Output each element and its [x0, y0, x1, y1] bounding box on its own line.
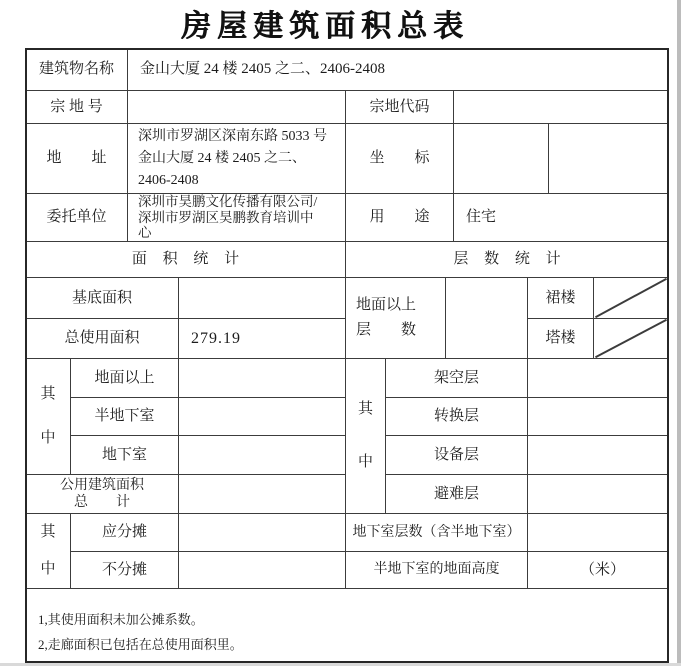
address-line-3: 2406-2408	[138, 172, 199, 188]
building-name-value: 金山大厦 24 楼 2405 之二、2406-2408	[127, 48, 669, 91]
floor-statistics-header: 层 数 统 计	[345, 241, 669, 278]
podium-slash-cell	[593, 277, 669, 319]
base-area-value	[178, 277, 346, 319]
client-line-2: 深圳市罗湖区昊鹏教育培训中	[138, 209, 314, 225]
refuge-floor-label: 避难层	[385, 474, 528, 514]
basement-floors-value	[527, 513, 669, 552]
coordinates-label: 坐 标	[345, 123, 454, 194]
floors-above-label-line-1: 地面以上	[356, 297, 417, 313]
semi-basement-label: 半地下室	[70, 397, 179, 436]
building-name-label: 建筑物名称	[25, 48, 128, 91]
total-usable-area-label: 总使用面积	[25, 318, 179, 359]
note-1: 1,其使用面积未加公摊系数。	[38, 612, 204, 627]
transfer-floor-value	[527, 397, 669, 436]
qi-char: 其	[40, 524, 56, 540]
equipment-floor-value	[527, 435, 669, 475]
equipment-floor-label: 设备层	[385, 435, 528, 475]
tower-label: 塔楼	[527, 318, 594, 359]
public-area-total-label	[25, 474, 179, 514]
not-shared-apportion-value	[178, 551, 346, 589]
page-title: 房屋建筑面积总表	[181, 10, 469, 43]
apportion-group-label	[25, 513, 71, 589]
tower-slash-cell	[593, 318, 669, 359]
coordinates-value-1	[453, 123, 549, 194]
note-2: 2,走廊面积已包括在总使用面积里。	[38, 637, 243, 652]
refuge-floor-value	[527, 474, 669, 514]
qi-char: 其	[357, 401, 373, 418]
qi-char: 其	[40, 386, 56, 403]
area-statistics-header: 面 积 统 计	[25, 241, 346, 278]
zhong-char: 中	[357, 454, 373, 471]
shared-apportion-label: 应分摊	[70, 513, 179, 552]
client-label: 委托单位	[25, 193, 128, 242]
floor-breakdown-group-label	[345, 358, 386, 514]
floors-above-label-line-2: 层 数	[356, 322, 417, 338]
address-label: 地 址	[25, 123, 128, 194]
transfer-floor-label: 转换层	[385, 397, 528, 436]
notes-section	[25, 588, 669, 663]
stilt-floor-label: 架空层	[385, 358, 528, 398]
address-value	[127, 123, 346, 194]
zhong-char: 中	[40, 429, 56, 446]
public-area-total-value	[178, 474, 346, 514]
coordinates-value-2	[548, 123, 669, 194]
basement-value	[178, 435, 346, 475]
client-value	[127, 193, 346, 242]
semi-basement-value	[178, 397, 346, 436]
semi-basement-height-label: 半地下室的地面高度	[345, 551, 528, 589]
parcel-no-label: 宗 地 号	[25, 90, 128, 124]
client-line-1: 深圳市昊鹏文化传播有限公司/	[138, 194, 318, 210]
basement-floors-label: 地下室层数（含半地下室）	[345, 513, 528, 552]
address-line-2: 金山大厦 24 楼 2405 之二、	[138, 150, 306, 166]
zhong-char: 中	[40, 561, 56, 578]
semi-basement-height-unit: （米）	[527, 551, 669, 589]
diagonal-line-icon	[594, 278, 668, 318]
floors-above-ground-value	[445, 277, 528, 359]
parcel-no-value	[127, 90, 346, 124]
floors-above-ground-label	[345, 277, 446, 359]
area-breakdown-group-label	[25, 358, 71, 475]
stilt-floor-value	[527, 358, 669, 398]
usage-value: 住宅	[453, 193, 669, 242]
scan-edge-right	[677, 0, 681, 666]
not-shared-apportion-label: 不分摊	[70, 551, 179, 589]
shared-apportion-value	[178, 513, 346, 552]
usage-label: 用 途	[345, 193, 454, 242]
basement-label: 地下室	[70, 435, 179, 475]
public-area-label-line-2: 总 计	[74, 495, 130, 510]
client-line-3: 心	[138, 225, 152, 241]
diagonal-line-icon	[594, 319, 668, 358]
podium-label: 裙楼	[527, 277, 594, 319]
base-area-label: 基底面积	[25, 277, 179, 319]
above-ground-label: 地面以上	[70, 358, 179, 398]
address-line-1: 深圳市罗湖区深南东路 5033 号	[138, 128, 327, 144]
total-usable-area-value: 279.19	[178, 318, 346, 359]
parcel-code-label: 宗地代码	[345, 90, 454, 124]
parcel-code-value	[453, 90, 669, 124]
above-ground-value	[178, 358, 346, 398]
public-area-label-line-1: 公用建筑面积	[60, 478, 144, 493]
